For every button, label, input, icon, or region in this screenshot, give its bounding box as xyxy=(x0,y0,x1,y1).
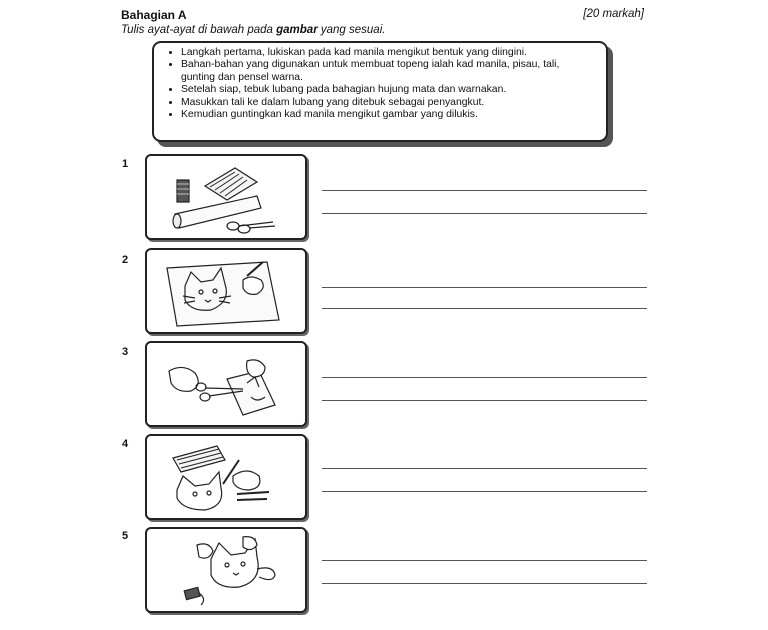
marks-label: [20 markah] xyxy=(583,8,644,20)
answer-line[interactable] xyxy=(322,213,647,214)
answer-line[interactable] xyxy=(322,491,647,492)
exercise-number: 3 xyxy=(122,346,129,358)
drawing-illustration-icon xyxy=(147,250,305,332)
answer-line[interactable] xyxy=(322,583,647,584)
string-illustration-icon xyxy=(147,529,305,611)
cutting-illustration-icon xyxy=(147,343,305,425)
answer-line[interactable] xyxy=(322,377,647,378)
answer-line[interactable] xyxy=(322,400,647,401)
instruction-text xyxy=(121,24,385,36)
picture-string xyxy=(145,527,307,613)
section-title: Bahagian A xyxy=(121,8,187,22)
info-list xyxy=(154,43,606,121)
exercise-number: 5 xyxy=(122,530,129,542)
exercise-number: 1 xyxy=(122,158,129,170)
instruction-suffix: yang sesuai. xyxy=(317,24,386,36)
instruction-bold: gambar xyxy=(276,24,318,36)
answer-line[interactable] xyxy=(322,308,647,309)
picture-drawing xyxy=(145,248,307,334)
info-item: • Kemudian guntingkan kad manila mengikut gambar yang dilukis. xyxy=(181,109,596,121)
materials-illustration-icon xyxy=(147,156,305,238)
info-box xyxy=(152,41,608,142)
answer-line[interactable] xyxy=(322,560,647,561)
answer-line[interactable] xyxy=(322,190,647,191)
answer-line[interactable] xyxy=(322,287,647,288)
info-item: • Setelah siap, tebuk lubang pada bahagian hujung mata dan warnakan. xyxy=(181,84,596,96)
info-item: • Langkah pertama, lukiskan pada kad manila mengikut bentuk yang diingini. xyxy=(181,47,596,59)
exercise-number: 2 xyxy=(122,254,129,266)
instruction-prefix: Tulis ayat-ayat di bawah pada xyxy=(121,24,277,36)
picture-materials xyxy=(145,154,307,240)
picture-coloring xyxy=(145,434,307,520)
picture-cutting xyxy=(145,341,307,427)
info-item: • Masukkan tali ke dalam lubang yang ditebuk sebagai penyangkut. xyxy=(181,97,596,109)
info-item: • Bahan-bahan yang digunakan untuk membuat topeng ialah kad manila, pisau, tali, gunting dan pensel warna. xyxy=(181,59,596,84)
coloring-illustration-icon xyxy=(147,436,305,518)
answer-line[interactable] xyxy=(322,468,647,469)
exercise-number: 4 xyxy=(122,438,129,450)
